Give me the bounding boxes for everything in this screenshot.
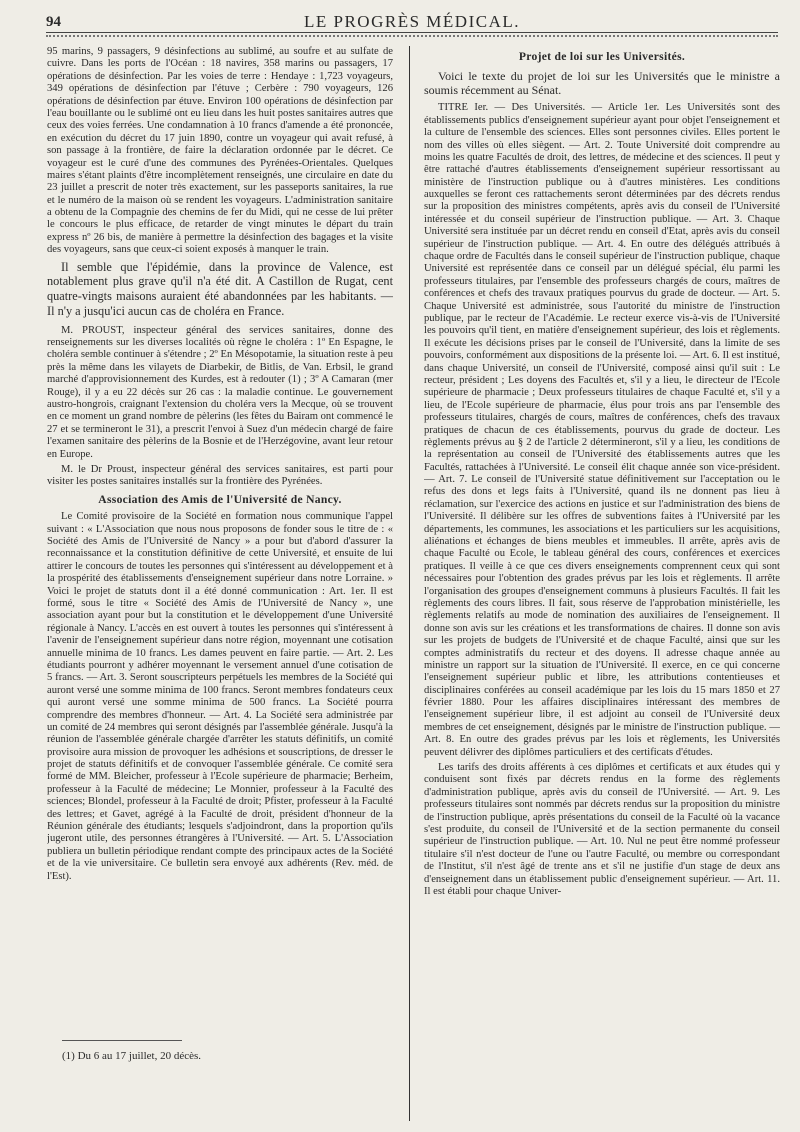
paragraph: Le Comité provisoire de la Société en formation nous communique l'appel suivant : « L'Association que nous nous proposons de fonder sous le titre de : « Société des Amis de l'Université de Nancy » a pour but d'abord d'assurer la reconnaissance et la constitution définitive de cette Université, et ensuite de lui attirer le concours de toutes les personnes qui s'intéressent au développement et à la prospérité des établissements d'enseignement supérieur dans notre Lorraine. » Voici le projet de statuts dont il a été donné communication : Art. 1er. Il est formé, sous le titre « Société des Amis de l'Université de Nancy », une association ayant pour but la constitution et le développement d'une Université régionale à Nancy. L'accès en est ouvert à toutes les personnes qui s'intéressent à l'avenir de l'enseignement supérieur dans notre région, moyennant une cotisation annuelle minima de 10 francs. Les dames peuvent en faire partie. — Art. 2. Les étudiants pourront y adhérer moyennant le versement annuel d'une cotisation de 5 francs. — Art. 3. Seront souscripteurs perpétuels les membres de la Société qui auront versé une somme minima de 100 francs. Seront membres fondateurs ceux qui auront versé une somme minima de 500 francs. La Société pourra comprendre des membres d'honneur. — Art. 4. La Société sera administrée par un comité de 24 membres qui seront désignés par l'assemblée générale. Jusqu'à la réunion de l'assemblée générale chargée d'arrêter les statuts définitifs, un comité provisoire aura mission de provoquer les adhésions et souscriptions, de dresser le projet de statuts définitifs et de convoquer l'assemblée générale. Ce comité sera formé de MM. Bleicher, professeur à l'Ecole supérieure de pharmacie; Berheim, professeur à la Faculté de médecine; Le Monnier, professeur à la Faculté des sciences; Blondel, professeur à la Faculté de droit; Pfister, professeur à la Faculté des lettres; et Gavet, agrégé à la Faculté de droit, président d'honneur de la Réunion générale des étudiants; lesquels s'adjoindront, dans la proportion qu'ils jugeront utile, des personnes étrangères à l'Université. — Art. 5. L'Association publiera un bulletin périodique rendant compte des principaux actes de la Société et de la vie universitaire. Ce bulletin sera envoyé aux adhérents (Rev. méd. de l'Est). xyxy=(47,511,393,882)
journal-title: LE PROGRÈS MÉDICAL. xyxy=(304,12,520,31)
footnote: (1) Du 6 au 17 juillet, 20 décès. xyxy=(62,1050,201,1062)
footnote-rule xyxy=(62,1040,182,1041)
paragraph: M. PROUST, inspecteur général des services sanitaires, donne des renseignements sur les diverses localités où règne le choléra : 1º En Espagne, le choléra semble continuer à s'étendre ; 2º En Mésopotamie, la situation reste à peu près la même dans les vilayets de Diarbekir, de Bitlis, de Van. Erbsil, le grand marché d'approvisionnement des Kurdes, est à redouter (1) ; 3º A Camaran (mer Rouge), il y a eu 22 décès sur 26 cas : la maladie continue. Le gouvernement austro-hongrois, craignant l'extension du choléra vers la Mecque, où se trouvent en ce moment un grand nombre de pèlerins (les fêtes du Bairam ont commencé le 27 et se termineront le 31), a prescrit l'envoi à Suez d'un médecin chargé de faire l'examen sanitaire des pèlerins de la Bosnie et de l'Herzégovine, avant leur retour en Europe. xyxy=(47,324,393,460)
column-divider xyxy=(409,46,410,1121)
page-number: 94 xyxy=(46,14,61,30)
paragraph: M. le Dr Proust, inspecteur général des services sanitaires, est parti pour visiter les postes sanitaires installés sur la frontière des Pyrénées. xyxy=(47,463,393,488)
right-column xyxy=(424,46,780,1128)
paragraph: 95 marins, 9 passagers, 9 désinfections au sublimé, au soufre et au sulfate de cuivre. Dans les ports de l'Océan : 18 navires, 358 marins ou passagers, 17 opérations de désinfection. Par les voies de terre : Hendaye : 1,723 voyageurs, 349 opérations de désinfection par l'étuve ; Cerbère : 790 voyageurs, 126 opérations de désinfection par étuve. Environ 100 opérations de désinfection par l'eau bouillante ou le sublimé ont eu lieu dans les huit postes sanitaires autres que ceux des voies ferrées. Une condamnation à 10 francs d'amende a été prononcée, en exécution du décret du 17 juin 1890, contre un voyageur qui avait refusé, à son passage à la frontière, de faire la déclaration ordonnée par le décret. Ce voyageur est le curé d'une des communes des Pyrénées-Orientales. Quelques maires s'étant plaints d'être incomplètement renseignés, une circulaire en date du 23 juillet a prescrit de noter très exactement, sur les passeports sanitaires, la rue et le numéro de la maison où se rendent les voyageurs. L'administration sanitaire a obtenu de la Compagnie des chemins de fer du Midi, qui ne cesse de lui prêter le concours le plus efficace, de retarder de vingt minutes le départ du train express nº 26 bis, de manière à permettre la désinfection des bagages et la visite des voyageurs, sans que ceux-ci soient exposés à manquer le train. xyxy=(47,46,393,256)
section-heading: Projet de loi sur les Universités. xyxy=(518,50,686,63)
page-header xyxy=(46,8,778,34)
left-column xyxy=(47,46,393,1088)
intro-paragraph: Voici le texte du projet de loi sur les Universités que le ministre a soumis récemment au Sénat. xyxy=(424,68,780,97)
header-rule xyxy=(46,32,778,37)
paragraph: Les tarifs des droits afférents à ces diplômes et certificats et aux études qui y conduisent sont fixés par décrets rendus en la forme des règlements d'administration publique, après avis du conseil de l'Université. — Art. 9. Les professeurs titulaires sont nommés par décrets rendus sur la proposition du ministre de l'instruction publique, après présentations du conseil de la Faculté où la vacance s'est produite, du conseil de l'Université et de la section permanente du conseil supérieur de l'instruction publique. — Art. 10. Nul ne peut être nommé professeur titulaire s'il n'est docteur de l'une ou l'autre Faculté, ou membre ou correspondant de l'Institut, s'il n'est âgé de trente ans et s'il ne justifie d'un stage de deux ans d'enseignement dans un établissement public d'enseignement supérieur. — Art. 11. Il est établi pour chaque Univer- xyxy=(424,762,780,897)
section-heading: Association des Amis de l'Université de Nancy. xyxy=(98,492,342,506)
paragraph-valence: Il semble que l'épidémie, dans la province de Valence, est notablement plus grave qu'il n'a été dit. A Castillon de Rugat, cent quatre-vingts maisons auraient été abandonnées par les habitants. — Il n'y a jusqu'ici aucun cas de choléra en France. xyxy=(47,259,393,318)
paragraph: TITRE Ier. — Des Universités. — Article 1er. Les Universités sont des établissements publics d'enseignement supérieur ayant pour objet l'enseignement et la culture de l'ensemble des sciences. Elles sont personnes civiles. Elles portent le nom des villes où elles siègent. — Art. 2. Toute Université doit comprendre au moins les quatre Facultés de droit, des lettres, de médecine et des sciences. Il peut y être rattaché d'autres établissements d'enseignement supérieur ressortissant au ministère de l'instruction publique ou à d'autres ministères. Les conditions auxquelles se feront ces rattachements seront déterminées par des décrets rendus sur la proposition des ministres compétents, après avis du conseil de l'Université intéressée et du conseil supérieur de l'instruction publique. — Art. 3. Chaque Université sera instituée par un décret rendu en conseil d'Etat, après avis du conseil supérieur de l'instruction publique. — Art. 4. En outre des délégués attribués à chaque ordre de Facultés dans le conseil supérieur de l'instruction publique, chaque Université est représentée dans ce conseil par un délégué spécial, élu parmi les professeurs titulaires, par l'ensemble des professeurs chargés de cours, maîtres de conférences et chefs des travaux pratiques pourvus du grade de docteur. — Art. 5. Chaque Université est administrée, sous l'autorité du ministre de l'instruction publique, par le recteur de l'Académie. Le recteur exerce vis-à-vis de l'Université les pouvoirs qu'il tient, en matière d'enseignement supérieur, des lois et règlements. Il exécute les décisions prises par le conseil de l'Université, dans la limite de ses pouvoirs, conformément aux dispositions de la présente loi. — Art. 6. Il est institué, dans chaque Université, un conseil de l'Université, composé ainsi qu'il suit : Le recteur, président ; Les doyens des Facultés et, s'il y a lieu, le directeur de l'Ecole supérieure de pharmacie ; Deux professeurs titulaires de chaque Faculté et, s'il y a lieu, de l'Ecole supérieure de pharmacie, élus pour trois ans par l'ensemble des professeurs titulaires, chargés de cours, maîtres de conférences, chefs des travaux pratiques de chacun de ces établissements, pourvus du grade de docteur. Les règlements prévus au § 2 de l'article 2 détermineront, s'il y a lieu, les conditions de la représentation au conseil de l'Université des établissements autres que les Facultés, rattachées à l'Université. Le conseil élit chaque année son vice-président. — Art. 7. Le conseil de l'Université statue définitivement sur l'acceptation ou le refus des dons et legs faits à l'Université, quand ils ne donnent pas lieu à réclamation, sur l'exercice des actions en justice et sur l'administration des biens de l'Université. Il délibère sur les offres de subventions faites à l'Université par les départements, les communes, les associations et les particuliers sur les acquisitions, aliénations et échanges de biens meubles et immeubles. Il arrête, après avis de chaque Faculté ou Ecole, le tableau général des cours, conférences et exercices pratiques. Il veille à ce que ces divers enseignements comprennent ceux qui sont nécessaires pour l'obtention des grades prévus par les lois et règlements. Il arrête l'organisation des groupes d'enseignement communs à plusieurs Facultés. Il fait les règlements des cours libres. Il fait, sous réserve de l'approbation ministérielle, les règlements relatifs au mode de nomination des auxiliaires de l'enseignement. Il donne son avis sur les créations et les transformations de chaires. Il donne son avis sur les projets de budgets de l'Université et de chaque Faculté, ainsi que sur les comptes administratifs du recteur et des doyens. Il adresse chaque année au ministre un rapport sur la situation de l'Université. Il exerce, en ce qui concerne l'enseignement supérieur public et libre, les attributions contentieuses et disciplinaires conférées au conseil académique par les lois du 15 mars 1850 et 27 février 1880. Pour les affaires disciplinaires intéressant des membres de l'enseignement supérieur libre, il est adjoint au conseil de l'Université deux membres de cet enseignement, désignés par le ministre de l'instruction publique. — Art. 8. En outre des grades prévus par les lois et règlements, les Universités peuvent délivrer des diplômes particuliers et des certificats d'études. xyxy=(424,102,780,758)
